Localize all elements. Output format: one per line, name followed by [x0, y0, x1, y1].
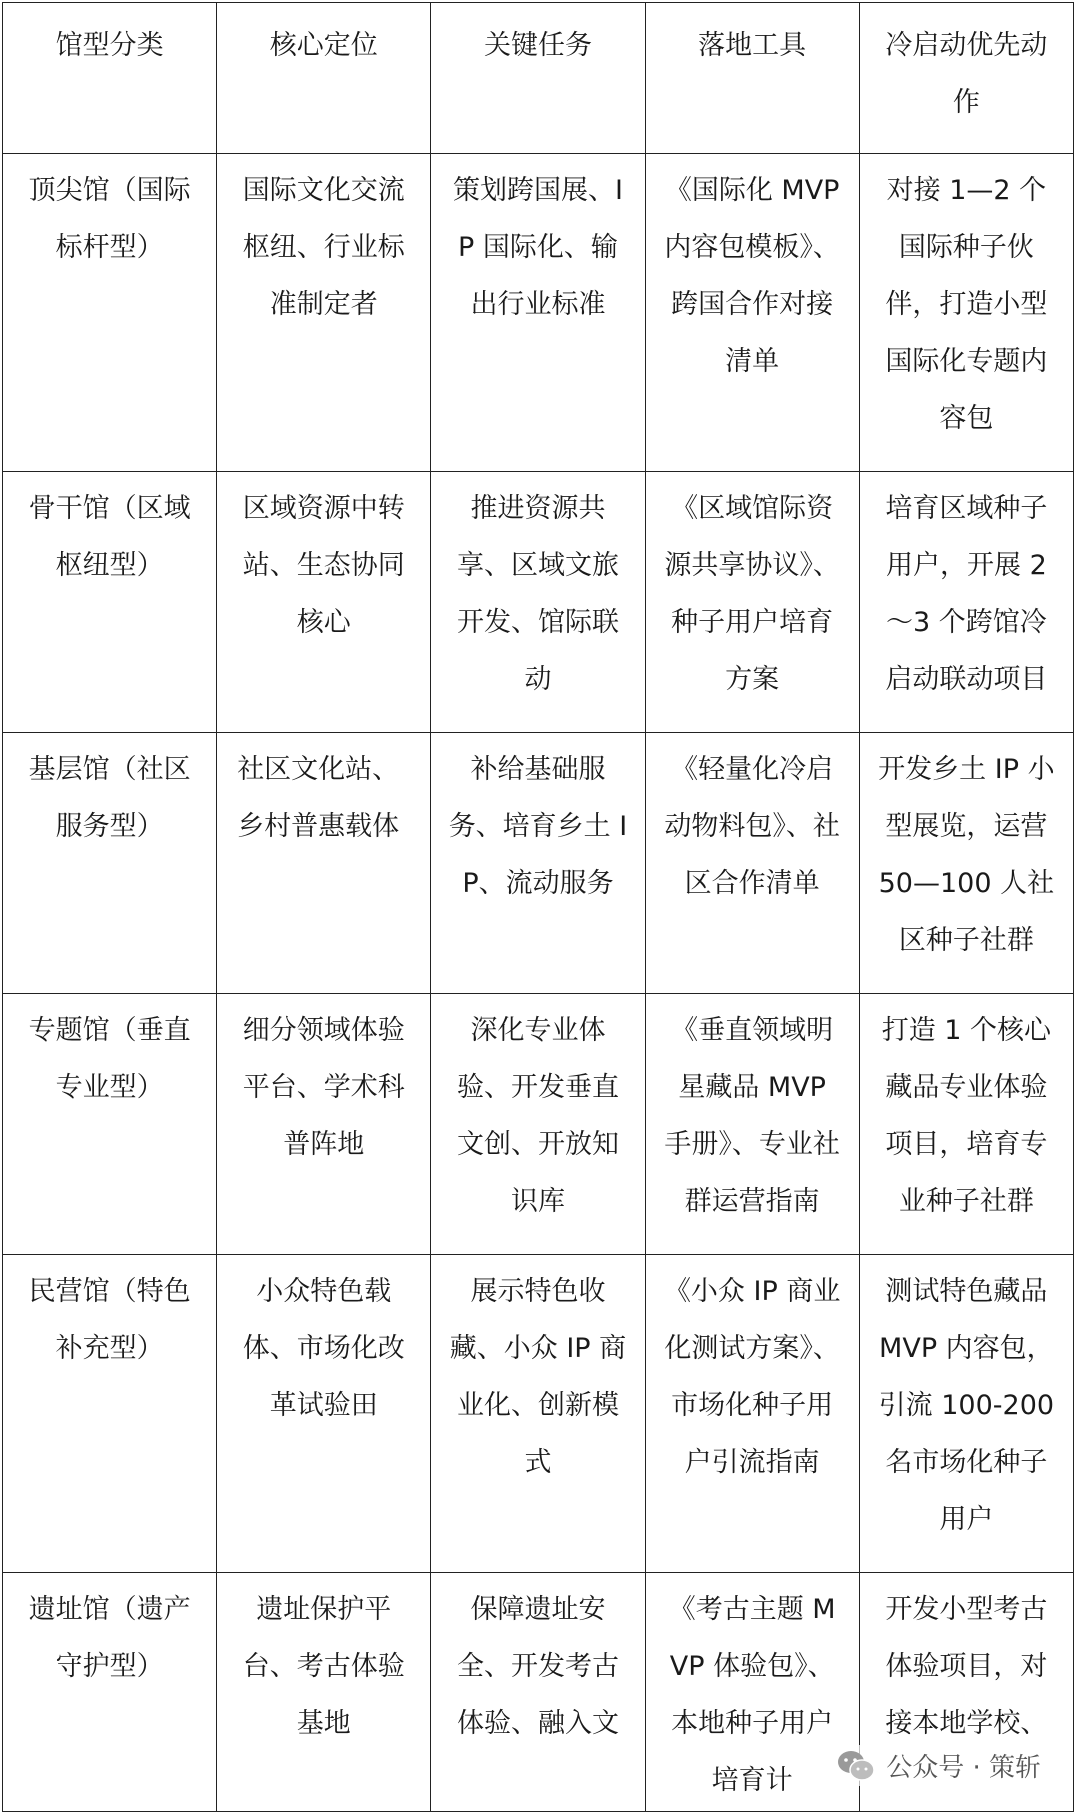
table-cell: 《垂直领域明星藏品 MVP 手册》、专业社群运营指南 — [645, 994, 859, 1255]
table-cell: 《考古主题 MVP 体验包》、本地种子用户培育计 — [645, 1573, 859, 1812]
table-row — [3, 994, 1074, 1255]
table-row — [3, 472, 1074, 733]
table-cell: 打造 1 个核心藏品专业体验项目，培育专业种子社群 — [859, 994, 1073, 1255]
watermark — [830, 1745, 1047, 1786]
table-cell: 《轻量化冷启动物料包》、社区合作清单 — [645, 733, 859, 994]
watermark-text: 公众号 · 策斩 — [886, 1753, 1041, 1783]
table-cell: 策划跨国展、IP 国际化、输出行业标准 — [431, 154, 645, 472]
wechat-logo-icon — [836, 1749, 876, 1783]
table-header-row — [3, 3, 1074, 154]
table-cell: 深化专业体验、开发垂直文创、开放知识库 — [431, 994, 645, 1255]
table-cell: 基层馆（社区服务型） — [3, 733, 217, 994]
table-cell: 开发乡土 IP 小型展览，运营 50—100 人社区种子社群 — [859, 733, 1073, 994]
table-cell: 细分领域体验平台、学术科普阵地 — [217, 994, 431, 1255]
table-row — [3, 1255, 1074, 1573]
table-cell: 培育区域种子用户，开展 2～3 个跨馆冷启动联动项目 — [859, 472, 1073, 733]
table-cell: 保障遗址安全、开发考古体验、融入文 — [431, 1573, 645, 1812]
table-cell: 《国际化 MVP 内容包模板》、跨国合作对接清单 — [645, 154, 859, 472]
table-cell: 《小众 IP 商业化测试方案》、市场化种子用户引流指南 — [645, 1255, 859, 1573]
table-cell: 社区文化站、乡村普惠载体 — [217, 733, 431, 994]
table-row — [3, 733, 1074, 994]
table-cell: 补给基础服务、培育乡土 IP、流动服务 — [431, 733, 645, 994]
museum-type-table — [2, 2, 1074, 1812]
header-cell-positioning: 核心定位 — [217, 3, 431, 154]
table-cell: 推进资源共享、区域文旅开发、馆际联动 — [431, 472, 645, 733]
table-cell: 《区域馆际资源共享协议》、种子用户培育方案 — [645, 472, 859, 733]
table-cell: 测试特色藏品 MVP 内容包，引流 100-200 名市场化种子用户 — [859, 1255, 1073, 1573]
header-cell-tools: 落地工具 — [645, 3, 859, 154]
table-cell: 展示特色收藏、小众 IP 商业化、创新模式 — [431, 1255, 645, 1573]
table-row — [3, 154, 1074, 472]
table-cell: 遗址保护平台、考古体验基地 — [217, 1573, 431, 1812]
table-cell: 骨干馆（区域枢纽型） — [3, 472, 217, 733]
table-cell: 国际文化交流枢纽、行业标准制定者 — [217, 154, 431, 472]
table-cell: 顶尖馆（国际标杆型） — [3, 154, 217, 472]
table-cell: 专题馆（垂直专业型） — [3, 994, 217, 1255]
header-cell-tasks: 关键任务 — [431, 3, 645, 154]
table-cell: 小众特色载体、市场化改革试验田 — [217, 1255, 431, 1573]
table-cell: 民营馆（特色补充型） — [3, 1255, 217, 1573]
header-cell-type: 馆型分类 — [3, 3, 217, 154]
table-cell: 遗址馆（遗产守护型） — [3, 1573, 217, 1812]
table-cell: 开发小型考古体验项目，对接本地学校、 — [859, 1573, 1073, 1812]
table-cell: 对接 1—2 个国际种子伙伴，打造小型国际化专题内容包 — [859, 154, 1073, 472]
header-cell-actions: 冷启动优先动作 — [859, 3, 1073, 154]
table-cell: 区域资源中转站、生态协同核心 — [217, 472, 431, 733]
